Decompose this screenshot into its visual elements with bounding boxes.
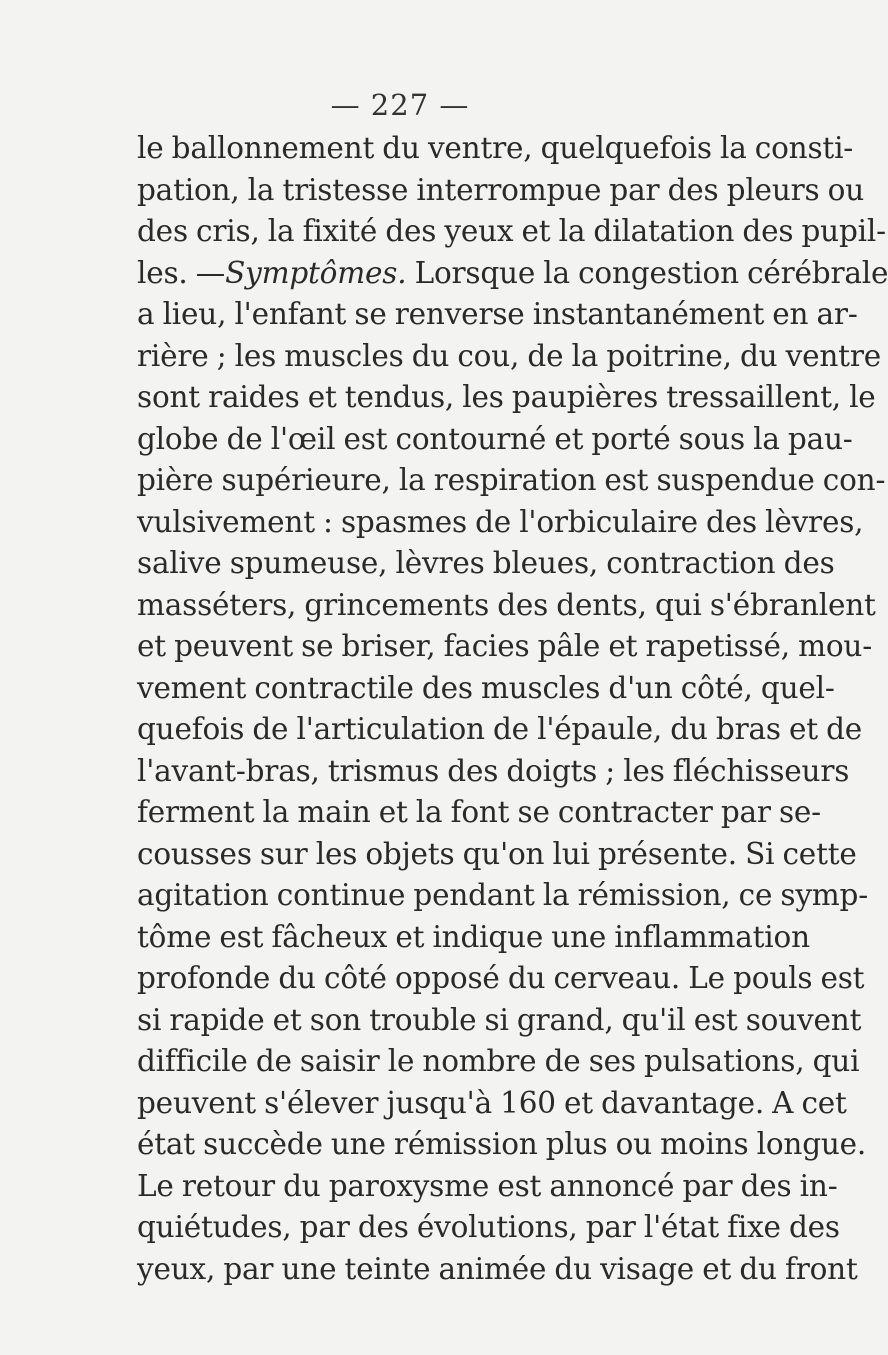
text-line: l'avant-bras, trismus des doigts ; les fléchisseurs bbox=[137, 753, 850, 788]
text-line: pation, la tristesse interrompue par des pleurs ou bbox=[137, 172, 864, 207]
text-line: des cris, la fixité des yeux et la dilatation des pupil- bbox=[137, 214, 886, 248]
text-line: le ballonnement du ventre, quelquefois la consti- bbox=[137, 131, 854, 165]
text-line: masséters, grincements des dents, qui s'ébranlent bbox=[137, 587, 876, 622]
text-line: quefois de l'articulation de l'épaule, du bras et de bbox=[137, 712, 863, 746]
text-line-with-heading bbox=[137, 253, 888, 295]
text-line: tôme est fâcheux et indique une inflammation bbox=[137, 919, 810, 954]
page-number: — 227 — bbox=[330, 88, 470, 122]
text-line: globe de l'œil est contourné et porté sous la pau- bbox=[137, 421, 853, 456]
text-line: vement contractile des muscles d'un côté, quel- bbox=[137, 670, 835, 705]
text-line: si rapide et son trouble si grand, qu'il est souvent bbox=[137, 1002, 862, 1037]
text-line: quiétudes, par des évolutions, par l'état fixe des bbox=[137, 1210, 840, 1244]
text-line: a lieu, l'enfant se renverse instantanément en ar- bbox=[137, 297, 858, 331]
text-line: salive spumeuse, lèvres bleues, contraction des bbox=[137, 546, 835, 580]
text-line: rière ; les muscles du cou, de la poitrine, du ventre bbox=[137, 338, 881, 373]
text-line: agitation continue pendant la rémission, ce symp- bbox=[137, 878, 869, 912]
text-line: et peuvent se briser, facies pâle et rapetissé, mou- bbox=[137, 629, 872, 663]
text-line: yeux, par une teinte animée du visage et du front bbox=[137, 1251, 858, 1286]
section-heading-symptomes: Symptômes. bbox=[225, 255, 407, 290]
text-line: peuvent s'élever jusqu'à 160 et davantage. A cet bbox=[137, 1085, 847, 1120]
text-line: sont raides et tendus, les paupières tressaillent, le bbox=[137, 380, 876, 414]
text-line: cousses sur les objets qu'on lui présente. Si cette bbox=[137, 836, 857, 871]
text-line: état succède une rémission plus ou moins longue. bbox=[137, 1127, 867, 1161]
text-line-lead: les. — bbox=[137, 255, 226, 290]
text-line-tail: Lorsque la congestion cérébrale bbox=[406, 255, 888, 290]
text-line: ferment la main et la font se contracter par se- bbox=[137, 795, 821, 829]
body-paragraph bbox=[137, 128, 888, 1290]
text-line: profonde du côté opposé du cerveau. Le pouls est bbox=[137, 961, 865, 995]
text-line: Le retour du paroxysme est annoncé par des in- bbox=[137, 1168, 838, 1203]
text-line: pière supérieure, la respiration est suspendue con- bbox=[137, 463, 886, 497]
text-line: difficile de saisir le nombre de ses pulsations, qui bbox=[137, 1044, 860, 1078]
text-line: vulsivement : spasmes de l'orbiculaire des lèvres, bbox=[137, 504, 864, 539]
